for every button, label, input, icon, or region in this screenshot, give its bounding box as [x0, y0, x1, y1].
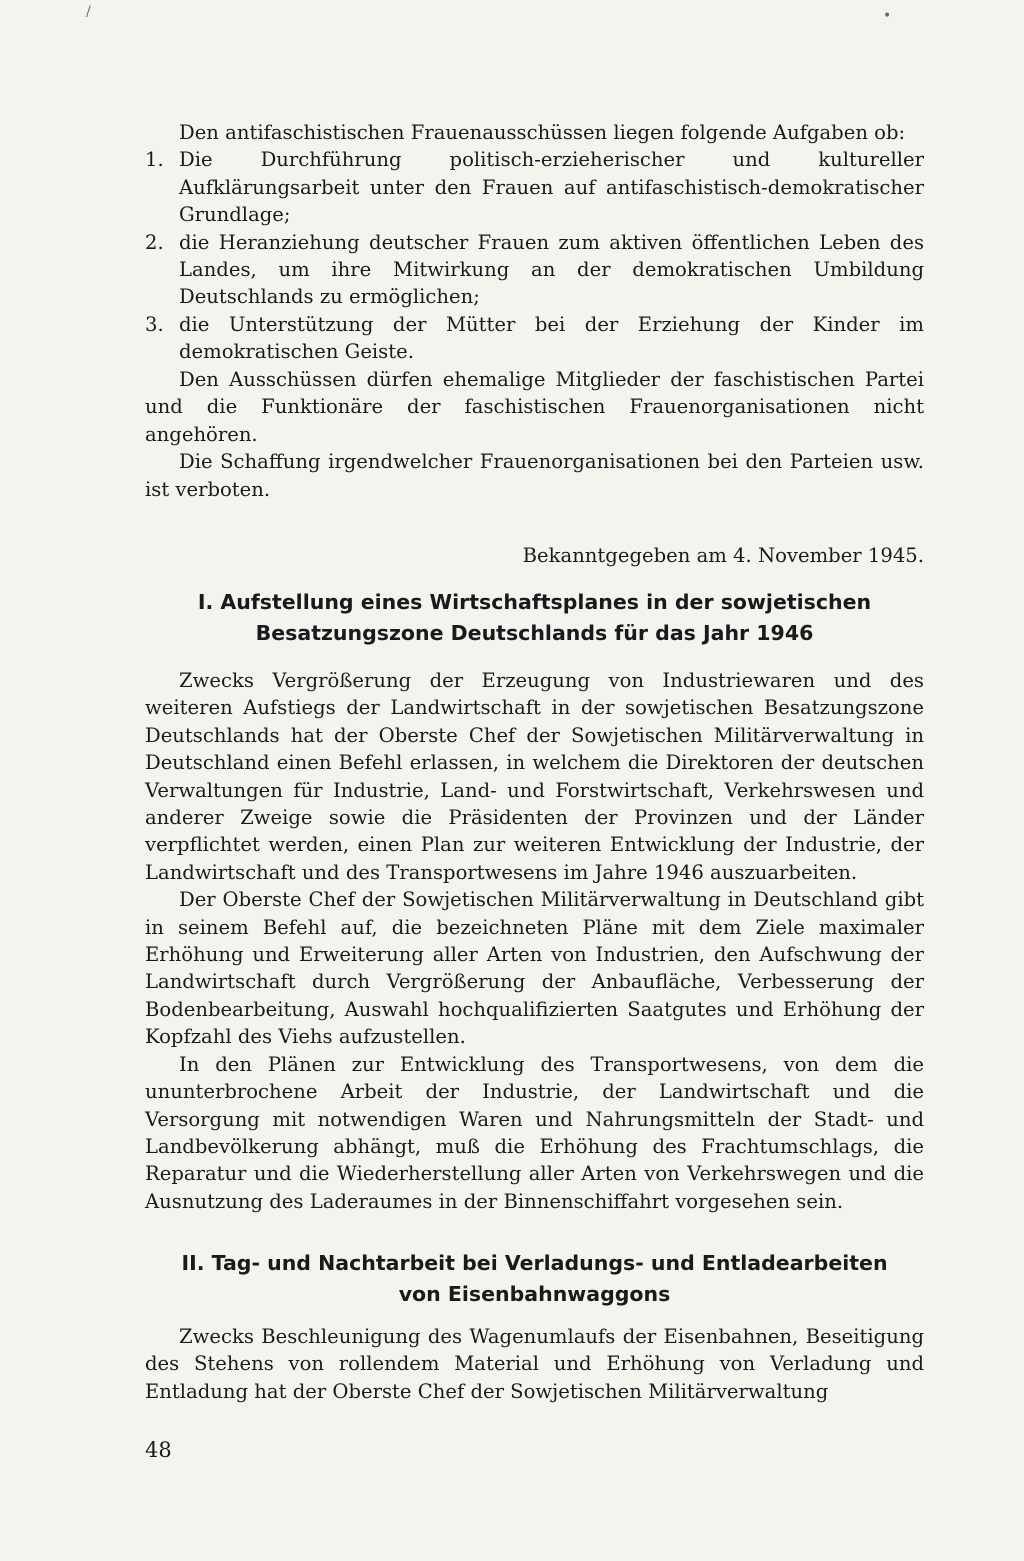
intro-text: Den antifaschistischen Frauenausschüssen liegen folgende Aufgaben ob: [179, 121, 906, 144]
section-1-paragraph: Der Oberste Chef der Sowjetischen Militärverwaltung in Deutschland gibt in seinem Befehl auf, die bezeichneten Pläne mit dem Ziele maximaler Erhöhung und Erweiterung aller Arten von Industrien, den Aufschwung der Landwirtschaft durch Vergrößerung der Anbaufläche, Verbesserung der Bodenbearbeitung, Auswahl hochqualifizierten Saatgutes und Erhöhung der Kopfzahl des Viehs aufzustellen. [145, 888, 924, 1049]
section-2-paragraph: Zwecks Beschleunigung des Wagenumlaufs der Eisenbahnen, Beseitigung des Stehens von rollendem Material und Erhöhung von Verladung und Entladung hat der Oberste Chef der Sowjetischen Militärverwaltung [145, 1325, 924, 1403]
section-2-heading [145, 1248, 924, 1310]
announcement-block [145, 542, 924, 569]
list-text: die Heranziehung deutscher Frauen zum aktiven öffentlichen Leben des Landes, um ihre Mitwirkung an der demokratischen Umbildung Deutschlands zu ermöglichen; [179, 230, 924, 309]
task-list-block [145, 119, 924, 366]
section-2-title-line2: von Eisenbahnwaggons [398, 1282, 671, 1306]
list-number: 2. [145, 230, 164, 254]
list-number: 1. [145, 148, 164, 172]
section-2-body [145, 1323, 924, 1405]
section-1-body [145, 667, 924, 1215]
list-item [145, 229, 924, 311]
forbidden-paragraph: Die Schaffung irgendwelcher Frauenorganisationen bei den Parteien usw. ist verboten. [145, 450, 924, 501]
section-1-title-line1: I. Aufstellung eines Wirtschaftsplanes in der sowjetischen [197, 590, 872, 614]
list-number: 3. [145, 312, 164, 336]
section-1-paragraph: In den Plänen zur Entwicklung des Transportwesens, von dem die ununterbrochene Arbeit der Industrie, der Landwirtschaft und die Versorgung mit notwendigen Waren und Nahrungsmitteln der Stadt- und Landbevölkerung abhängt, muß die Erhöhung des Frachtumschlags, die Reparatur und die Wiederherstellung aller Arten von Verkehrswegen und die Ausnutzung des Laderaumes in der Binnenschiffahrt vorgesehen sein. [145, 1052, 924, 1213]
list-item [145, 311, 924, 366]
announcement-date: Bekanntgegeben am 4. November 1945. [522, 544, 924, 567]
list-item [145, 146, 924, 228]
section-1-heading [145, 587, 924, 649]
section-1-title-line2: Besatzungszone Deutschlands für das Jahr 1946 [255, 621, 814, 645]
list-text: die Unterstützung der Mütter bei der Erziehung der Kinder im demokratischen Geiste. [179, 312, 924, 364]
section-1-paragraph: Zwecks Vergrößerung der Erzeugung von Industriewaren und des weiteren Aufstiegs der Landwirtschaft in der sowjetischen Besatzungszone Deutschlands hat der Oberste Chef der Sowjetischen Militärverwaltung in Deutschland einen Befehl erlassen, in welchem die Direktoren der deutschen Verwaltungen für Industrie, Land- und Forstwirtschaft, Verkehrswesen und anderer Zweige sowie die Präsidenten der Provinzen und der Länder verpflichtet werden, einen Plan zur weiteren Entwicklung der Industrie, der Landwirtschaft und des Transportwesens im Jahre 1946 auszuarbeiten. [145, 669, 924, 884]
members-paragraph-block [145, 366, 924, 503]
section-2-title-line1: II. Tag- und Nachtarbeit bei Verladungs- und Entladearbeiten [181, 1251, 888, 1275]
page-number: 48 [145, 1438, 172, 1462]
scan-speck: • [883, 8, 892, 24]
scan-speck: / [86, 4, 91, 20]
list-text: Die Durchführung politisch-erzieherischer und kultureller Aufklärungsarbeit unter den Frauen auf antifaschistisch-demokratischer Grundlage; [179, 148, 924, 227]
members-paragraph: Den Ausschüssen dürfen ehemalige Mitglieder der faschistischen Partei und die Funktionäre der faschistischen Frauenorganisationen nicht angehören. [145, 368, 924, 446]
